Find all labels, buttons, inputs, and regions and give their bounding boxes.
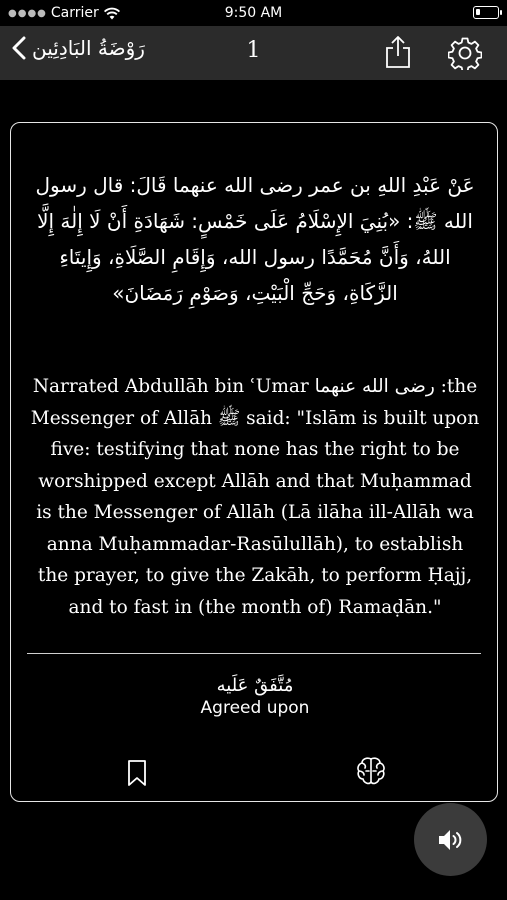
audio-play-button[interactable]: [414, 803, 487, 876]
grade-arabic: مُتَّفَقٌ عَلَيه: [216, 675, 294, 696]
back-button[interactable]: [12, 36, 145, 60]
back-label: رَوْضَةُ البَادِئِين: [32, 36, 145, 60]
battery-icon: [473, 6, 499, 19]
share-icon: [384, 35, 412, 69]
status-time: 9:50 AM: [224, 5, 283, 21]
chevron-left-icon: [12, 36, 26, 60]
bookmark-button[interactable]: [127, 759, 147, 791]
hadith-card: [10, 122, 498, 802]
page-number: 1: [246, 38, 261, 63]
hadith-english-text: Narrated Abdullāh bin ʿUmar رضى الله عنهما :the Messenger of Allāh ﷺ said: "Islām is built upon five: testifying that none has the right to be worshipped except Allāh and that Muḥammad is the Messenger of Allāh (Lā ilāha ill-Allāh wa anna Muḥammadar-Rasūlullāh), to establish the prayer, to give the Zakāh, to perform Ḥajj, and to fast in (the month of) Ramaḍān.": [30, 376, 480, 618]
share-button[interactable]: [384, 35, 412, 73]
grade-english: Agreed upon: [200, 698, 310, 718]
bookmark-icon: [127, 759, 147, 787]
signal-dots-icon: ●●●●: [8, 7, 47, 19]
status-bar: [0, 0, 507, 26]
gear-icon: [448, 36, 482, 70]
settings-button[interactable]: [448, 36, 482, 74]
brain-icon: [355, 755, 387, 787]
memorize-button[interactable]: [355, 755, 387, 791]
speaker-icon: [438, 829, 464, 851]
divider: [27, 653, 481, 654]
hadith-arabic-text: عَنْ عَبْدِ اللهِ بن عمر رضى الله عنهما قَالَ: قال رسول الله ﷺ: «بُنِيَ الإِسْلَامُ عَلَى خَمْسٍ: شَهَادَةِ أَنْ لَا إِلٰهَ إِلَّا اللهُ، وَأَنَّ مُحَمَّدًا رسول الله، وَإِقَامِ الصَّلَاةِ، وَإِيتَاءِ الزَّكَاةِ، وَحَجِّ الْبَيْتِ، وَصَوْمِ رَمَضَانَ»: [35, 173, 475, 305]
navigation-bar: [0, 26, 507, 80]
carrier-label: Carrier: [50, 5, 99, 21]
